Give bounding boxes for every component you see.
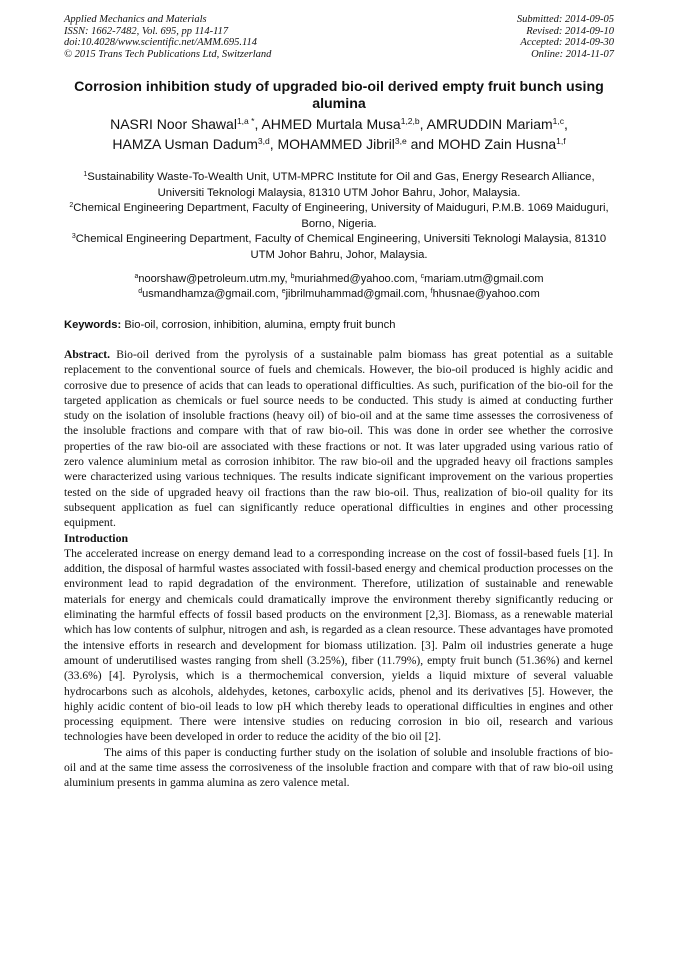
email-line xyxy=(60,272,618,287)
author-superscript: 3,e xyxy=(394,136,407,146)
email-separator: , xyxy=(275,288,282,300)
email-list xyxy=(60,272,618,302)
author-superscript: 1,2,b xyxy=(400,116,420,126)
author-name: AHMED Murtala Musa xyxy=(261,116,401,132)
email-separator: , xyxy=(414,273,421,285)
author-name: NASRI Noor Shawal xyxy=(110,116,237,132)
affiliation-item xyxy=(60,232,618,263)
affiliation-text: Chemical Engineering Department, Faculty of Chemical Engineering, Universiti Teknologi Malaysia, 81310 UTM Johor Bahru, Johor, Malaysia. xyxy=(75,233,607,261)
author-name: AMRUDDIN Mariam xyxy=(426,116,553,132)
paper-body xyxy=(64,347,613,791)
accepted-date: Accepted: 2014-09-30 xyxy=(520,37,614,48)
copyright-line: © 2015 Trans Tech Publications Ltd, Switzerland xyxy=(64,48,272,60)
journal-name: Applied Mechanics and Materials xyxy=(64,14,207,25)
email-address[interactable]: muriahmed@yahoo.com xyxy=(294,273,415,285)
abstract-label: Abstract. xyxy=(64,348,111,361)
author-separator: , xyxy=(563,116,568,132)
email-separator: , xyxy=(284,273,291,285)
introduction-paragraph: The accelerated increase on energy demand lead to a corresponding increase on the cost of fossil-based fuels [1]. In addition, the disposal of harmful wastes associated with fossil-based energy and chemical production processes on the environment lead to rapid degradation of the environment. Therefore, utilization of sustainable and renewable materials for energy and chemicals could dramatically improve the environment thereby significantly reducing or eliminating the harmful effects of fossil based products on the environment [2,3]. Biomass, as a renewable material which has low contents of sulphur, nitrogen and ash, is regarded as a clean resource. These advantages have promoted the intensive efforts in research and development for biomass utilization. [3]. Palm oil industries generate a huge amount of underutilised wastes ranging from shell (3.25%), fiber (11.79%), empty fruit bunch (51.36%) and kernel (33.6%) [4]. Pyrolysis, which is a thermochemical conversion, yields a liquid mixture of several valuable hydrocarbons such as alcohols, aldehydes, ketones, carboxylic acids, phenol and its derivatives [5]. However, the highly acidic content of bio-oil leads to low pH which thereby leads to operational difficulties in engines and other processing equipment. There were intensive studies on reducing corrosion in bio oil, research and various technologies have been developed in order to reduce the acidity of the bio oil [2]. xyxy=(64,546,613,744)
affiliation-text: Sustainability Waste-To-Wealth Unit, UTM-MPRC Institute for Oil and Gas, Energy Research Alliance, Universiti Teknologi Malaysia, 81310 UTM Johor Bahru, Johor, Malaysia. xyxy=(87,171,595,199)
keywords-label: Keywords: xyxy=(64,319,122,331)
email-address[interactable]: mariam.utm@gmail.com xyxy=(424,273,544,285)
author-name: HAMZA Usman Dadum xyxy=(112,136,258,152)
email-marker: d xyxy=(138,288,143,295)
author-separator: , xyxy=(254,116,262,132)
email-marker: c xyxy=(420,273,425,280)
paper-title: Corrosion inhibition study of upgraded bio-oil derived empty fruit bunch using alumina xyxy=(74,79,604,112)
email-marker: a xyxy=(134,273,139,280)
affiliation-item xyxy=(60,201,618,232)
author-superscript: 1,a * xyxy=(236,116,255,126)
affiliation-item xyxy=(60,170,618,201)
abstract-text: Bio-oil derived from the pyrolysis of a sustainable palm biomass has great potential as a suitable replacement to the conventional source of fuels and chemicals. However, the bio-oil produced is highly acidic and corrosive due to presence of acids that can leads to operational difficulties. As such, purification of the bio-oil for the targeted application as chemicals or fuel source needs to be conducted. This study is aimed at conducting further study on the isolation of insoluble fractions (heavy oil) of bio-oil and at the same time assesses the corrosiveness of the insoluble fractions and compare with that of raw bio-oil. This was done in order see whether the corrosive properties of the raw bio-oil are associated with these fractions or not. It was later upgraded using various ratio of zero valence aluminium metal as corrosion inhibitor. The raw bio-oil and the upgraded heavy oil fractions samples were characterized using various techniques. The results indicate significant improvement on the various properties tested on the side of upgraded heavy oil fractions than the raw bio-oil. Thus, realization of bio-oil quality for its subsequent application as fuel can significantly reduce operational difficulties in engines and other processing equipment. xyxy=(64,348,613,530)
issn-line: ISSN: 1662-7482, Vol. 695, pp 114-117 xyxy=(64,25,229,37)
online-date: Online: 2014-11-07 xyxy=(531,48,614,60)
author-separator: , xyxy=(269,136,278,152)
affiliations xyxy=(60,170,618,263)
affiliation-marker: 2 xyxy=(69,202,74,209)
email-address[interactable]: noorshaw@petroleum.utm.my xyxy=(138,273,285,285)
keywords xyxy=(64,318,614,333)
introduction-paragraph: The aims of this paper is conducting further study on the isolation of soluble and insoluble fractions of bio-oil and at the same time assess the corrosiveness of the insoluble fraction and compare with that of raw bio-oil using aluminium presents in gamma alumina as zero valence metal. xyxy=(64,745,613,790)
email-separator: , xyxy=(424,288,431,300)
author-separator: , xyxy=(419,116,427,132)
author-superscript: 3,d xyxy=(257,136,270,146)
email-marker: e xyxy=(281,288,286,295)
affiliation-marker: 1 xyxy=(83,171,88,178)
affiliation-text: Chemical Engineering Department, Faculty of Engineering, University of Maiduguri, P.M.B. 1069 Maiduguri, Borno, Nigeria. xyxy=(73,202,609,230)
submitted-date: Submitted: 2014-09-05 xyxy=(516,14,614,25)
email-marker: b xyxy=(290,273,295,280)
affiliation-marker: 3 xyxy=(71,233,76,240)
author-separator: and xyxy=(406,136,438,152)
author-name: MOHD Zain Husna xyxy=(437,136,557,152)
introduction-heading: Introduction xyxy=(64,530,129,545)
doi-line: doi:10.4028/www.scientific.net/AMM.695.114 xyxy=(64,37,257,48)
revised-date: Revised: 2014-09-10 xyxy=(526,25,614,37)
email-address[interactable]: usmandhamza@gmail.com xyxy=(142,288,276,300)
publication-dates xyxy=(517,14,614,60)
journal-info xyxy=(64,14,271,60)
email-line xyxy=(60,287,618,302)
author-superscript: 1,f xyxy=(556,136,566,146)
email-address[interactable]: jibrilmuhammad@gmail.com xyxy=(285,288,425,300)
abstract xyxy=(64,347,613,531)
email-address[interactable]: hhusnae@yahoo.com xyxy=(432,288,540,300)
keywords-text: Bio-oil, corrosion, inhibition, alumina, empty fruit bunch xyxy=(124,319,396,331)
email-marker: f xyxy=(430,288,433,295)
author-superscript: 1,c xyxy=(552,116,564,126)
author-list xyxy=(52,114,626,154)
author-name: MOHAMMED Jibril xyxy=(277,136,395,152)
